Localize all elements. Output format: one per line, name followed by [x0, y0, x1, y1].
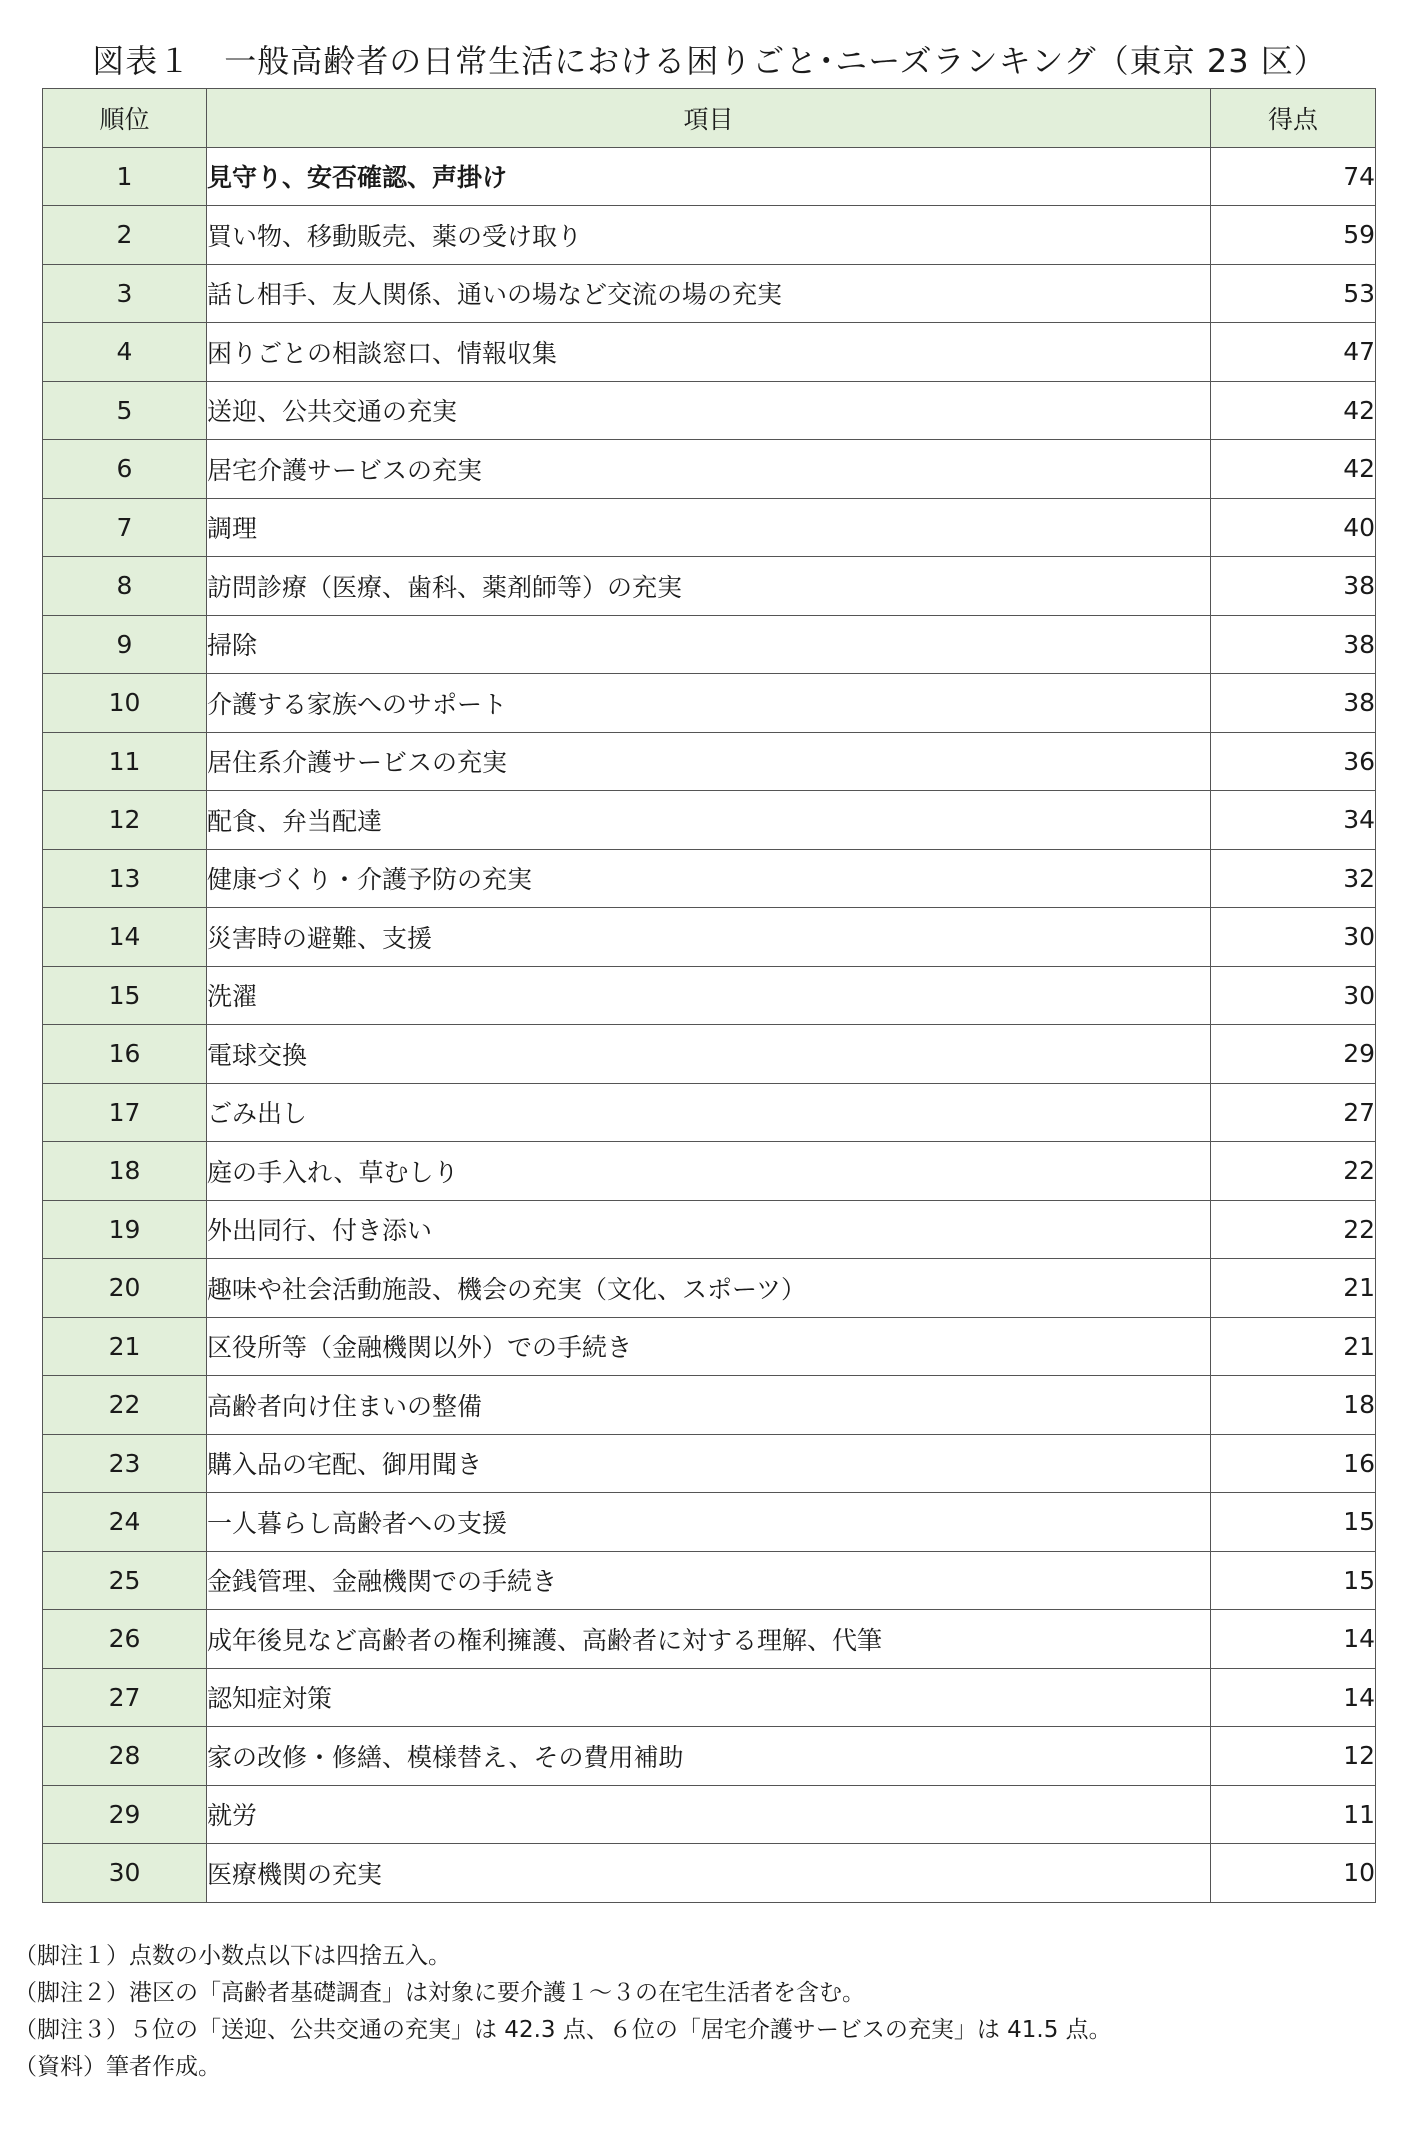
rank-cell: 26 — [43, 1610, 207, 1669]
score-cell: 53 — [1211, 264, 1376, 323]
rank-cell: 29 — [43, 1785, 207, 1844]
rank-cell: 30 — [43, 1844, 207, 1903]
item-cell: 話し相手、友人関係、通いの場など交流の場の充実 — [207, 264, 1211, 323]
item-cell: 居住系介護サービスの充実 — [207, 732, 1211, 791]
rank-cell: 2 — [43, 206, 207, 265]
score-cell: 29 — [1211, 1025, 1376, 1084]
item-cell: 買い物、移動販売、薬の受け取り — [207, 206, 1211, 265]
table-row — [43, 557, 1376, 616]
rank-cell: 27 — [43, 1668, 207, 1727]
table-row — [43, 1844, 1376, 1903]
table-row — [43, 615, 1376, 674]
rank-cell: 5 — [43, 381, 207, 440]
rank-cell: 4 — [43, 323, 207, 382]
header-rank: 順位 — [43, 89, 207, 148]
table-row — [43, 323, 1376, 382]
score-cell: 15 — [1211, 1493, 1376, 1552]
source-note: （資料）筆者作成。 — [14, 2054, 221, 2080]
table-header-row — [43, 89, 1376, 148]
footnote-2: （脚注２）港区の「高齢者基礎調査」は対象に要介護１～３の在宅生活者を含む。 — [14, 1980, 865, 2006]
item-cell: ごみ出し — [207, 1083, 1211, 1142]
item-cell: 送迎、公共交通の充実 — [207, 381, 1211, 440]
rank-cell: 24 — [43, 1493, 207, 1552]
score-cell: 32 — [1211, 849, 1376, 908]
footnote-3: （脚注３）５位の「送迎、公共交通の充実」は 42.3 点、６位の「居宅介護サービスの充実」は 41.5 点。 — [14, 2017, 1112, 2043]
item-cell: 訪問診療（医療、歯科、薬剤師等）の充実 — [207, 557, 1211, 616]
table-row — [43, 498, 1376, 557]
rank-cell: 9 — [43, 615, 207, 674]
rank-cell: 7 — [43, 498, 207, 557]
score-cell: 16 — [1211, 1434, 1376, 1493]
figure-title: 図表１ 一般高齢者の日常生活における困りごと･ニーズランキング（東京 23 区） — [92, 42, 1327, 80]
table-row — [43, 1493, 1376, 1552]
table-row — [43, 791, 1376, 850]
score-cell: 42 — [1211, 381, 1376, 440]
item-cell: 庭の手入れ、草むしり — [207, 1142, 1211, 1201]
score-cell: 22 — [1211, 1200, 1376, 1259]
table-row — [43, 1376, 1376, 1435]
score-cell: 36 — [1211, 732, 1376, 791]
score-cell: 14 — [1211, 1610, 1376, 1669]
rank-cell: 21 — [43, 1317, 207, 1376]
score-cell: 21 — [1211, 1259, 1376, 1318]
item-cell: 区役所等（金融機関以外）での手続き — [207, 1317, 1211, 1376]
score-cell: 10 — [1211, 1844, 1376, 1903]
score-cell: 30 — [1211, 908, 1376, 967]
table-row — [43, 206, 1376, 265]
table-row — [43, 1083, 1376, 1142]
table-row — [43, 849, 1376, 908]
score-cell: 12 — [1211, 1727, 1376, 1786]
item-cell: 医療機関の充実 — [207, 1844, 1211, 1903]
score-cell: 74 — [1211, 147, 1376, 206]
rank-cell: 13 — [43, 849, 207, 908]
score-cell: 14 — [1211, 1668, 1376, 1727]
table-row — [43, 264, 1376, 323]
table-row — [43, 1259, 1376, 1318]
table-row — [43, 1025, 1376, 1084]
score-cell: 30 — [1211, 966, 1376, 1025]
item-cell: 配食、弁当配達 — [207, 791, 1211, 850]
item-cell: 困りごとの相談窓口、情報収集 — [207, 323, 1211, 382]
rank-cell: 3 — [43, 264, 207, 323]
rank-cell: 23 — [43, 1434, 207, 1493]
score-cell: 47 — [1211, 323, 1376, 382]
rank-cell: 1 — [43, 147, 207, 206]
item-cell: 一人暮らし高齢者への支援 — [207, 1493, 1211, 1552]
rank-cell: 11 — [43, 732, 207, 791]
rank-cell: 28 — [43, 1727, 207, 1786]
table-row — [43, 1785, 1376, 1844]
rank-cell: 19 — [43, 1200, 207, 1259]
table-row — [43, 1142, 1376, 1201]
score-cell: 42 — [1211, 440, 1376, 499]
item-cell: 介護する家族へのサポート — [207, 674, 1211, 733]
item-cell: 健康づくり・介護予防の充実 — [207, 849, 1211, 908]
table-row — [43, 966, 1376, 1025]
score-cell: 40 — [1211, 498, 1376, 557]
table-body — [43, 147, 1376, 1902]
item-cell: 外出同行、付き添い — [207, 1200, 1211, 1259]
score-cell: 38 — [1211, 674, 1376, 733]
rank-cell: 12 — [43, 791, 207, 850]
rank-cell: 14 — [43, 908, 207, 967]
table-row — [43, 1317, 1376, 1376]
item-cell: 見守り、安否確認、声掛け — [207, 147, 1211, 206]
table-row — [43, 1200, 1376, 1259]
table-row — [43, 440, 1376, 499]
item-cell: 成年後見など高齢者の権利擁護、高齢者に対する理解、代筆 — [207, 1610, 1211, 1669]
item-cell: 災害時の避難、支援 — [207, 908, 1211, 967]
table-row — [43, 1727, 1376, 1786]
rank-cell: 8 — [43, 557, 207, 616]
score-cell: 38 — [1211, 615, 1376, 674]
table-row — [43, 1434, 1376, 1493]
rank-cell: 6 — [43, 440, 207, 499]
item-cell: 就労 — [207, 1785, 1211, 1844]
header-score: 得点 — [1211, 89, 1376, 148]
item-cell: 洗濯 — [207, 966, 1211, 1025]
table-row — [43, 732, 1376, 791]
rank-cell: 22 — [43, 1376, 207, 1435]
ranking-table — [42, 88, 1376, 1903]
rank-cell: 20 — [43, 1259, 207, 1318]
score-cell: 38 — [1211, 557, 1376, 616]
table-row — [43, 1551, 1376, 1610]
rank-cell: 16 — [43, 1025, 207, 1084]
item-cell: 調理 — [207, 498, 1211, 557]
header-item: 項目 — [207, 89, 1211, 148]
table-row — [43, 908, 1376, 967]
item-cell: 金銭管理、金融機関での手続き — [207, 1551, 1211, 1610]
item-cell: 趣味や社会活動施設、機会の充実（文化、スポーツ） — [207, 1259, 1211, 1318]
rank-cell: 25 — [43, 1551, 207, 1610]
table-row — [43, 1610, 1376, 1669]
score-cell: 59 — [1211, 206, 1376, 265]
score-cell: 34 — [1211, 791, 1376, 850]
item-cell: 認知症対策 — [207, 1668, 1211, 1727]
table-row — [43, 674, 1376, 733]
score-cell: 11 — [1211, 1785, 1376, 1844]
footnote-1: （脚注１）点数の小数点以下は四捨五入。 — [14, 1943, 451, 1969]
footnotes — [14, 1938, 1404, 2086]
table-row — [43, 147, 1376, 206]
score-cell: 27 — [1211, 1083, 1376, 1142]
item-cell: 購入品の宅配、御用聞き — [207, 1434, 1211, 1493]
item-cell: 居宅介護サービスの充実 — [207, 440, 1211, 499]
score-cell: 15 — [1211, 1551, 1376, 1610]
rank-cell: 17 — [43, 1083, 207, 1142]
item-cell: 高齢者向け住まいの整備 — [207, 1376, 1211, 1435]
item-cell: 電球交換 — [207, 1025, 1211, 1084]
item-cell: 掃除 — [207, 615, 1211, 674]
rank-cell: 18 — [43, 1142, 207, 1201]
item-cell: 家の改修・修繕、模様替え、その費用補助 — [207, 1727, 1211, 1786]
score-cell: 21 — [1211, 1317, 1376, 1376]
table-row — [43, 381, 1376, 440]
table-row — [43, 1668, 1376, 1727]
rank-cell: 15 — [43, 966, 207, 1025]
score-cell: 18 — [1211, 1376, 1376, 1435]
rank-cell: 10 — [43, 674, 207, 733]
score-cell: 22 — [1211, 1142, 1376, 1201]
